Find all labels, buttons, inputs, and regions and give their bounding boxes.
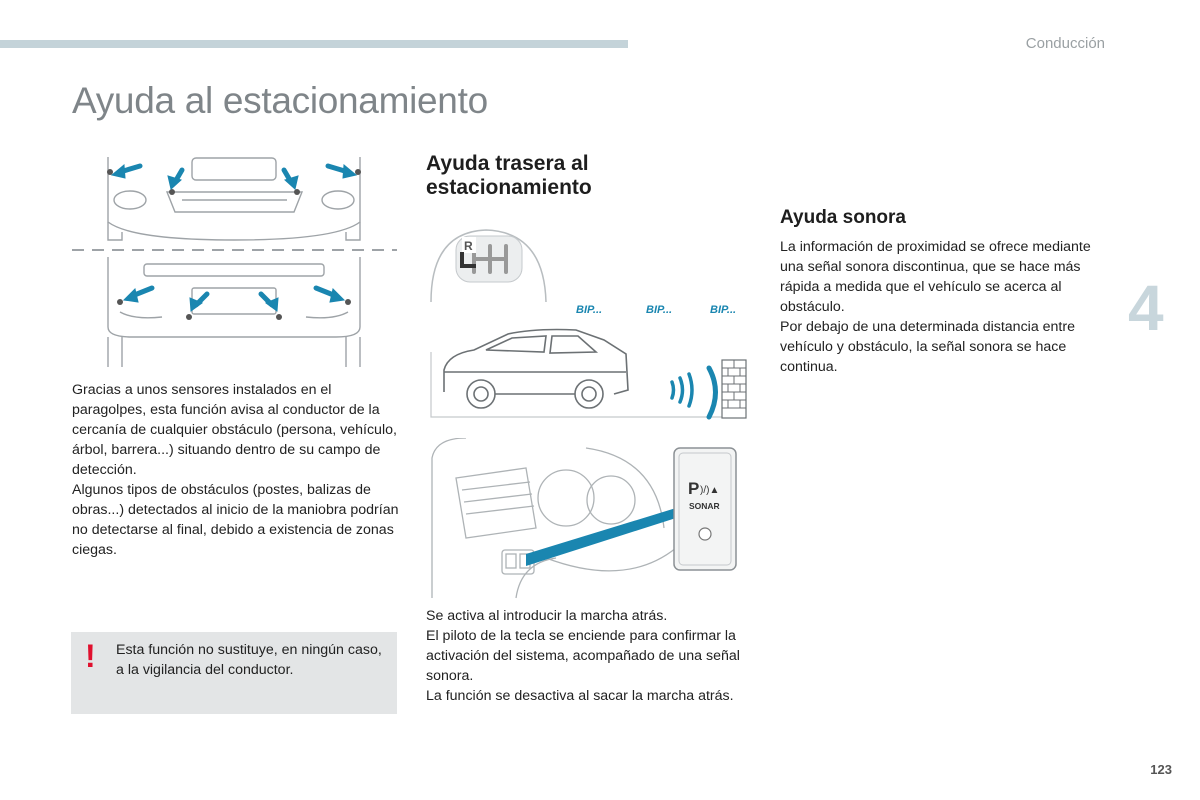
chapter-number: 4: [1128, 272, 1164, 344]
activation-paragraph: La función se desactiva al sacar la marcha atrás.: [426, 688, 734, 704]
activation-paragraph: El piloto de la tecla se enciende para confirmar la activación del sistema, acompañado de una señal sonora.: [426, 628, 740, 684]
warning-box: [71, 632, 397, 714]
activation-paragraph: Se activa al introducir la marcha atrás.: [426, 608, 668, 624]
intro-paragraph: Algunos tipos de obstáculos (postes, balizas de obras...) detectados al inicio de la maniobra podrían no detectarse al final, debido a existencia de zonas ciegas.: [72, 482, 399, 558]
rear-parking-heading: Ayuda trasera al estacionamiento: [426, 152, 592, 199]
sonar-wave-icon: )/)▲: [700, 485, 720, 496]
page-title: Ayuda al estacionamiento: [72, 80, 488, 121]
indicator-light-icon: [699, 528, 711, 540]
reverse-parking-illustration: [426, 222, 751, 427]
sonar-label: SONAR: [689, 501, 720, 511]
sound-paragraph: Por debajo de una determinada distancia entre vehículo y obstáculo, la señal sonora se hace continua.: [780, 319, 1075, 375]
activation-text: [426, 606, 756, 706]
sound-paragraph: La información de proximidad se ofrece mediante una señal sonora discontinua, que se hace más rápida a medida que el vehículo se acerca al obstáculo.: [780, 239, 1091, 315]
bumper-sensors-illustration: [72, 152, 397, 372]
intro-text: [72, 380, 402, 560]
sonar-p-symbol: P: [688, 479, 700, 498]
intro-paragraph: Gracias a unos sensores instalados en el paragolpes, esta función avisa al conductor de la cercanía de cualquier obstáculo (persona, vehículo, árbol, barrera...) situando dentro de su campo de detección.: [72, 382, 397, 478]
exclamation-icon: !: [85, 638, 96, 674]
beep-label: BIP...: [710, 304, 737, 316]
beep-label: BIP...: [576, 304, 603, 316]
beep-label: BIP...: [646, 304, 673, 316]
sound-aid-text: [780, 237, 1110, 377]
gear-r-label: R: [464, 239, 473, 253]
sound-aid-heading: Ayuda sonora: [780, 207, 906, 228]
page-number: 123: [1150, 762, 1172, 777]
sonar-button-illustration: [426, 438, 751, 600]
section-title: Conducción: [1025, 35, 1105, 52]
header-bar: [0, 40, 628, 48]
warning-text: Esta función no sustituye, en ningún caso, a la vigilancia del conductor.: [116, 642, 382, 678]
